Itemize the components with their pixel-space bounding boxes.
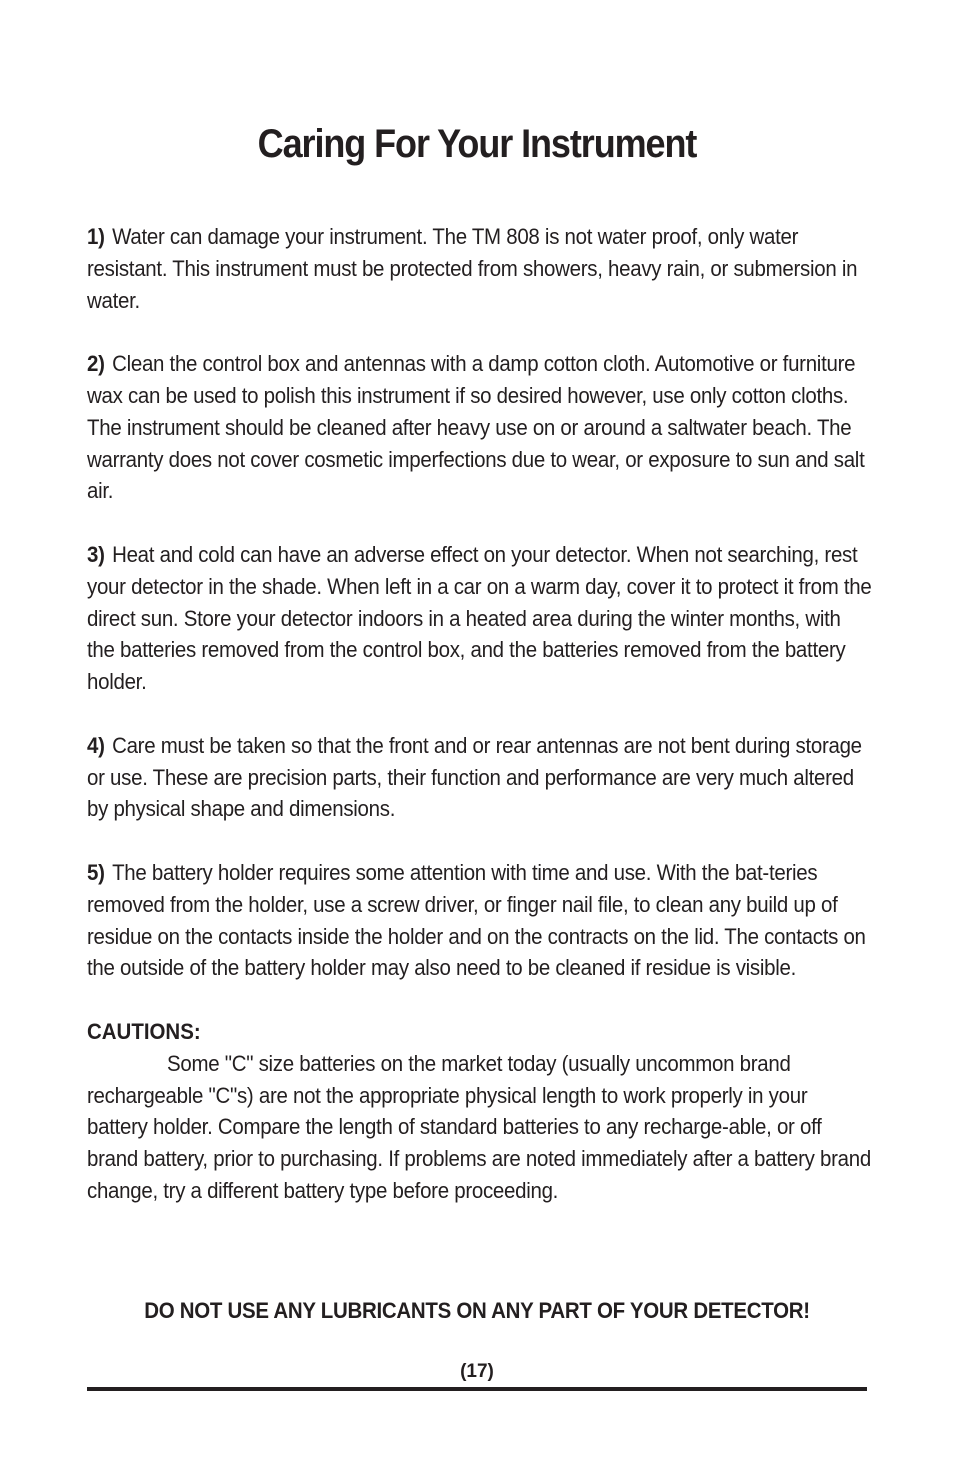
care-item-text: The battery holder requires some attention with time and use. With the bat-teries removed from the holder, use a screw driver, or finger nail file, to clean any build up of residue on the contacts inside the holder and on the contracts on the lid. The contacts on the outside of the battery holder may also need to be cleaned if residue is visible. [87, 859, 866, 981]
care-item-text: Heat and cold can have an adverse effect on your detector. When not searching, rest your detector in the shade. When left in a car on a warm day, cover it to protect it from the direct sun. Store your detector indoors in a heated area during the winter months, with the batteries removed from the control box, and the batteries removed from the battery holder. [87, 541, 872, 695]
care-item-text: Water can damage your instrument. The TM 808 is not water proof, only water resistant. This instrument must be protected from showers, heavy rain, or submersion in water. [87, 224, 858, 313]
care-item-1 [87, 221, 873, 316]
care-item-2 [87, 348, 873, 507]
page-number: (17) [460, 1361, 494, 1382]
care-item-text: Care must be taken so that the front and or rear antennas are not bent during storage or use. These are precision parts, their function and performance are very much altered by physical shape and dimensions. [87, 732, 862, 822]
page-title: Caring For Your Instrument [257, 122, 697, 166]
footer-rule [87, 1387, 867, 1391]
care-item-number: 5) [87, 859, 105, 885]
cautions-text: Some "C" size batteries on the market today (usually uncommon brand rechargeable "C"s) are not the appropriate physical length to work properly in your battery holder. Compare the length of standard batteries to any recharge-able, or off brand battery, prior to purchasing. If problems are noted immediately after a battery brand change, try a different battery type before proceeding. [87, 1050, 871, 1203]
care-item-number: 3) [87, 541, 105, 567]
care-instructions [87, 221, 877, 1239]
care-item-5 [87, 857, 873, 984]
care-item-4 [87, 730, 873, 825]
care-item-text: Clean the control box and antennas with a damp cotton cloth. Automotive or furniture wax can be used to polish this instrument if so desired however, use only cotton cloths. The instrument should be cleaned after heavy use on or around a saltwater beach. The warranty does not cover cosmetic imperfections due to wear, or exposure to sun and salt air. [87, 351, 865, 504]
care-item-number: 4) [87, 732, 105, 758]
cautions-heading: CAUTIONS: [87, 1018, 201, 1044]
care-item-number: 1) [87, 224, 105, 249]
care-item-number: 2) [87, 351, 105, 377]
lubricant-warning: DO NOT USE ANY LUBRICANTS ON ANY PART OF YOUR DETECTOR! [144, 1298, 810, 1323]
care-item-3 [87, 539, 873, 698]
